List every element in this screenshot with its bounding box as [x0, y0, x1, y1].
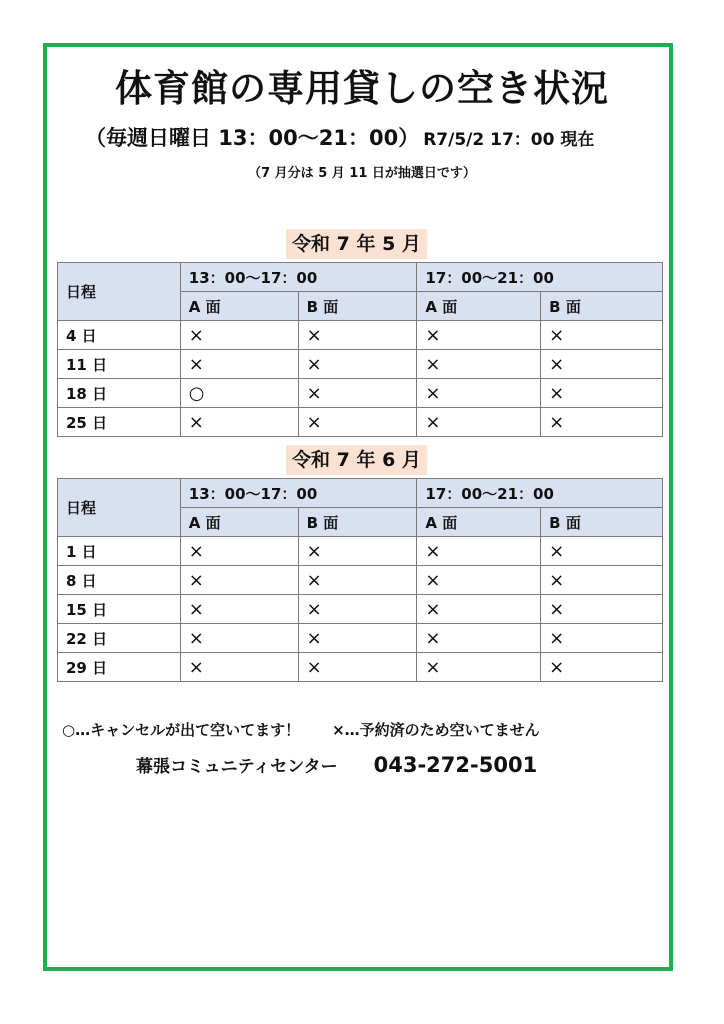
availability-cell: ×: [417, 379, 541, 408]
availability-cell: ×: [541, 408, 663, 437]
month-label-may: 令和 7 年 5 月: [286, 229, 427, 259]
table-row: [58, 624, 663, 653]
availability-cell: ×: [180, 408, 298, 437]
availability-cell: ○: [180, 379, 298, 408]
date-cell: 18 日: [58, 379, 181, 408]
availability-cell: ×: [541, 653, 663, 682]
schedule-column-header: 日程: [58, 479, 181, 537]
availability-cell: ×: [541, 566, 663, 595]
availability-cell: ×: [298, 566, 417, 595]
availability-cell: ×: [298, 350, 417, 379]
date-cell: 22 日: [58, 624, 181, 653]
court-header: A 面: [180, 292, 298, 321]
availability-cell: ×: [298, 321, 417, 350]
table-header-row: [58, 263, 663, 292]
availability-cell: ×: [180, 595, 298, 624]
table-header-row: [58, 479, 663, 508]
availability-cell: ×: [180, 537, 298, 566]
lottery-note: （7 月分は 5 月 11 日が抽選日です）: [248, 166, 476, 181]
table-row: [58, 595, 663, 624]
availability-cell: ×: [541, 379, 663, 408]
availability-cell: ×: [541, 350, 663, 379]
slot-header-afternoon: 13：00～17：00: [180, 479, 417, 508]
availability-cell: ×: [417, 624, 541, 653]
date-cell: 29 日: [58, 653, 181, 682]
schedule-column-header: 日程: [58, 263, 181, 321]
legend-reserved: ×…予約済のため空いてません: [332, 721, 540, 739]
court-header: A 面: [417, 508, 541, 537]
slot-header-afternoon: 13：00～17：00: [180, 263, 417, 292]
date-cell: 1 日: [58, 537, 181, 566]
court-header: A 面: [417, 292, 541, 321]
slot-header-evening: 17：00～21：00: [417, 479, 663, 508]
availability-cell: ×: [417, 408, 541, 437]
schedule-hours: （毎週日曜日 13：00～21：00）: [85, 126, 420, 150]
legend-available: ○…キャンセルが出て空いてます！: [62, 721, 301, 739]
availability-table-may: [57, 262, 663, 437]
availability-cell: ×: [541, 624, 663, 653]
availability-cell: ×: [298, 379, 417, 408]
availability-cell: ×: [417, 350, 541, 379]
court-header: B 面: [298, 508, 417, 537]
date-cell: 4 日: [58, 321, 181, 350]
table-row: [58, 653, 663, 682]
phone-number: 043-272-5001: [373, 753, 538, 777]
court-header: B 面: [298, 292, 417, 321]
availability-cell: ×: [541, 321, 663, 350]
availability-cell: ×: [180, 350, 298, 379]
table-row: [58, 350, 663, 379]
table-row: [58, 566, 663, 595]
availability-cell: ×: [417, 537, 541, 566]
slot-header-evening: 17：00～21：00: [417, 263, 663, 292]
court-header: B 面: [541, 508, 663, 537]
date-cell: 25 日: [58, 408, 181, 437]
table-row: [58, 379, 663, 408]
availability-table-june: [57, 478, 663, 682]
legend: [62, 719, 540, 740]
date-cell: 15 日: [58, 595, 181, 624]
table-row: [58, 537, 663, 566]
availability-cell: ×: [180, 321, 298, 350]
month-label-june: 令和 7 年 6 月: [286, 445, 427, 475]
table-row: [58, 408, 663, 437]
availability-cell: ×: [417, 566, 541, 595]
schedule-subtitle: [85, 122, 594, 152]
facility-name: 幕張コミュニティセンター: [136, 757, 338, 777]
availability-cell: ×: [298, 624, 417, 653]
availability-cell: ×: [180, 624, 298, 653]
availability-cell: ×: [298, 408, 417, 437]
availability-cell: ×: [298, 653, 417, 682]
contact-info: [136, 752, 537, 777]
date-cell: 11 日: [58, 350, 181, 379]
availability-cell: ×: [180, 566, 298, 595]
court-header: B 面: [541, 292, 663, 321]
availability-cell: ×: [417, 653, 541, 682]
availability-cell: ×: [298, 595, 417, 624]
as-of-timestamp: R7/5/2 17：00 現在: [423, 130, 595, 150]
page-title: 体育館の専用貸しの空き状況: [115, 67, 609, 110]
availability-cell: ×: [417, 321, 541, 350]
availability-cell: ×: [541, 537, 663, 566]
date-cell: 8 日: [58, 566, 181, 595]
court-header: A 面: [180, 508, 298, 537]
availability-cell: ×: [541, 595, 663, 624]
availability-cell: ×: [417, 595, 541, 624]
availability-cell: ×: [298, 537, 417, 566]
availability-cell: ×: [180, 653, 298, 682]
table-row: [58, 321, 663, 350]
